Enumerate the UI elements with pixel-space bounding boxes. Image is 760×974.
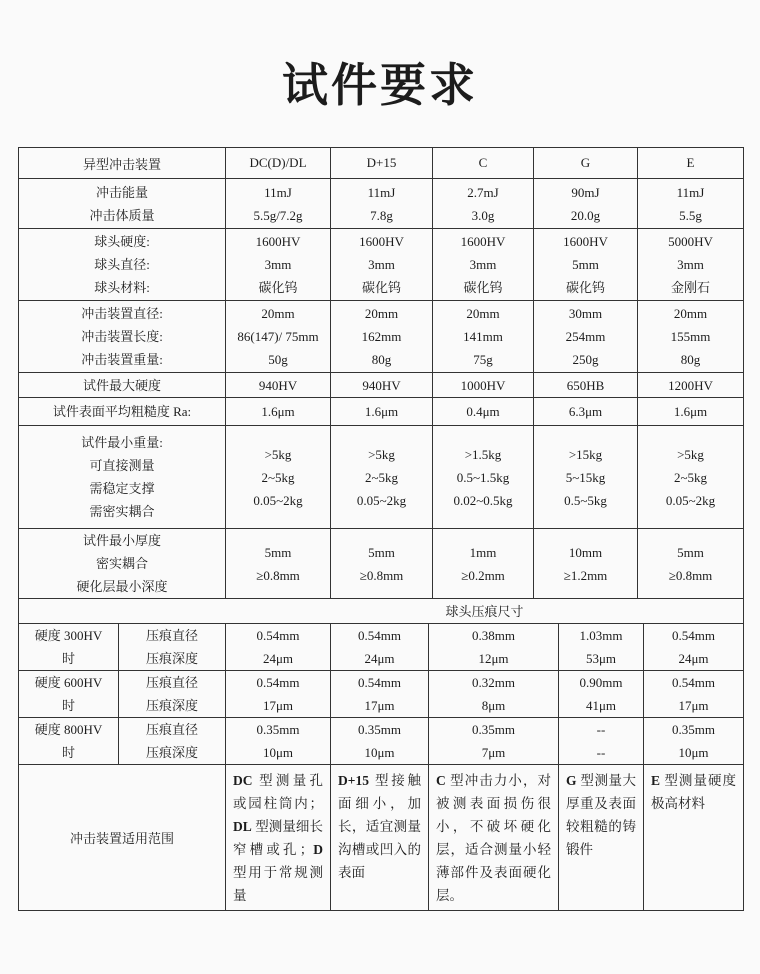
indent-row-800hv — [19, 717, 744, 764]
indent-value-cell: 0.38mm 12μm — [429, 623, 559, 670]
spec-value-cell: 0.4μm — [433, 398, 534, 426]
application-text-cell: DC 型测量孔或园柱筒内；DL 型测量细长窄槽或孔；D 型用于常规测量 — [226, 764, 331, 910]
spec-label-cell: 试件最大硬度 — [19, 373, 226, 398]
indent-type-cell: 压痕直径 压痕深度 — [119, 670, 226, 717]
application-text-cell: C 型冲击力小，对被测表面损伤很小，不破坏硬化层，适合测量小轻薄部件及表面硬化层。 — [429, 764, 559, 910]
spec-value-cell: 10mm ≥1.2mm — [534, 529, 638, 599]
indent-row-600hv — [19, 670, 744, 717]
indent-row-300hv — [19, 623, 744, 670]
indentation-table — [18, 599, 744, 911]
spec-value-cell: 5mm ≥0.8mm — [638, 529, 744, 599]
spec-row-roughness — [19, 398, 744, 426]
spec-value-cell: 940HV — [226, 373, 331, 398]
spec-value-cell: 5mm ≥0.8mm — [226, 529, 331, 599]
spec-label-cell: 冲击能量 冲击体质量 — [19, 179, 226, 229]
spec-value-cell: 650HB — [534, 373, 638, 398]
spec-value-cell: 5000HV 3mm 金刚石 — [638, 229, 744, 301]
spec-value-cell: >1.5kg 0.5~1.5kg 0.02~0.5kg — [433, 426, 534, 529]
spec-value-cell: 11mJ 7.8g — [331, 179, 433, 229]
indent-value-cell: -- -- — [559, 717, 644, 764]
hardness-label-cell: 硬度 300HV 时 — [19, 623, 119, 670]
spec-value-cell: >5kg 2~5kg 0.05~2kg — [226, 426, 331, 529]
spec-label-cell: 试件表面平均粗糙度 Ra: — [19, 398, 226, 426]
section-title-cell: 球头压痕尺寸 — [19, 599, 744, 623]
spec-value-cell: 1600HV 3mm 碳化钨 — [433, 229, 534, 301]
device-header-cell: D+15 — [331, 148, 433, 179]
application-text-cell: G 型测量大厚重及表面较粗糙的铸锻件 — [559, 764, 644, 910]
spec-value-cell: 11mJ 5.5g/7.2g — [226, 179, 331, 229]
indent-value-cell: 1.03mm 53μm — [559, 623, 644, 670]
spec-value-cell: 1600HV 3mm 碳化钨 — [331, 229, 433, 301]
spec-value-cell: 1600HV 3mm 碳化钨 — [226, 229, 331, 301]
device-header-cell: C — [433, 148, 534, 179]
spec-row-min-weight — [19, 426, 744, 529]
indent-value-cell: 0.54mm 17μm — [644, 670, 744, 717]
header-row — [19, 148, 744, 179]
application-row — [19, 764, 744, 910]
indent-value-cell: 0.54mm 17μm — [226, 670, 331, 717]
spec-value-cell: 20mm 162mm 80g — [331, 301, 433, 373]
spec-value-cell: 30mm 254mm 250g — [534, 301, 638, 373]
device-header-cell: E — [638, 148, 744, 179]
spec-value-cell: 11mJ 5.5g — [638, 179, 744, 229]
device-header-cell: DC(D)/DL — [226, 148, 331, 179]
spec-value-cell: 1.6μm — [638, 398, 744, 426]
spec-row-energy — [19, 179, 744, 229]
indent-value-cell: 0.54mm 24μm — [331, 623, 429, 670]
hardness-label-cell: 硬度 600HV 时 — [19, 670, 119, 717]
spec-row-device-size — [19, 301, 744, 373]
spec-table — [18, 147, 744, 599]
indent-value-cell: 0.35mm 10μm — [644, 717, 744, 764]
hardness-label-cell: 硬度 800HV 时 — [19, 717, 119, 764]
spec-label-cell: 试件最小厚度 密实耦合 硬化层最小深度 — [19, 529, 226, 599]
indent-value-cell: 0.35mm 10μm — [226, 717, 331, 764]
spec-value-cell: 1200HV — [638, 373, 744, 398]
indent-value-cell: 0.32mm 8μm — [429, 670, 559, 717]
indent-value-cell: 0.54mm 24μm — [644, 623, 744, 670]
application-text-cell: E 型测量硬度极高材料 — [644, 764, 744, 910]
spec-row-max-hardness — [19, 373, 744, 398]
spec-value-cell: 6.3μm — [534, 398, 638, 426]
spec-value-cell: 20mm 155mm 80g — [638, 301, 744, 373]
indent-type-cell: 压痕直径 压痕深度 — [119, 623, 226, 670]
header-label-cell: 异型冲击装置 — [19, 148, 226, 179]
page-title: 试件要求 — [282, 59, 478, 111]
section-title-row — [19, 599, 744, 623]
indent-value-cell: 0.90mm 41μm — [559, 670, 644, 717]
spec-value-cell: 90mJ 20.0g — [534, 179, 638, 229]
indent-value-cell: 0.35mm 10μm — [331, 717, 429, 764]
spec-value-cell: 20mm 141mm 75g — [433, 301, 534, 373]
device-header-cell: G — [534, 148, 638, 179]
spec-value-cell: >5kg 2~5kg 0.05~2kg — [331, 426, 433, 529]
indent-value-cell: 0.35mm 7μm — [429, 717, 559, 764]
spec-value-cell: 1mm ≥0.2mm — [433, 529, 534, 599]
spec-value-cell: >5kg 2~5kg 0.05~2kg — [638, 426, 744, 529]
application-text-cell: D+15 型接触面细小，加长，适宜测量沟槽或凹入的表面 — [331, 764, 429, 910]
spec-row-min-thickness — [19, 529, 744, 599]
indent-value-cell: 0.54mm 24μm — [226, 623, 331, 670]
spec-value-cell: 1.6μm — [226, 398, 331, 426]
spec-value-cell: 940HV — [331, 373, 433, 398]
spec-label-cell: 试件最小重量: 可直接测量 需稳定支撑 需密实耦合 — [19, 426, 226, 529]
spec-value-cell: 1000HV — [433, 373, 534, 398]
spec-row-ball-head — [19, 229, 744, 301]
spec-value-cell: 5mm ≥0.8mm — [331, 529, 433, 599]
spec-label-cell: 冲击装置直径: 冲击装置长度: 冲击装置重量: — [19, 301, 226, 373]
spec-label-cell: 球头硬度: 球头直径: 球头材料: — [19, 229, 226, 301]
indent-value-cell: 0.54mm 17μm — [331, 670, 429, 717]
spec-value-cell: 1600HV 5mm 碳化钨 — [534, 229, 638, 301]
application-label-cell: 冲击装置适用范围 — [19, 764, 226, 910]
spec-value-cell: 20mm 86(147)/ 75mm 50g — [226, 301, 331, 373]
spec-value-cell: >15kg 5~15kg 0.5~5kg — [534, 426, 638, 529]
spec-value-cell: 1.6μm — [331, 398, 433, 426]
spec-value-cell: 2.7mJ 3.0g — [433, 179, 534, 229]
indent-type-cell: 压痕直径 压痕深度 — [119, 717, 226, 764]
